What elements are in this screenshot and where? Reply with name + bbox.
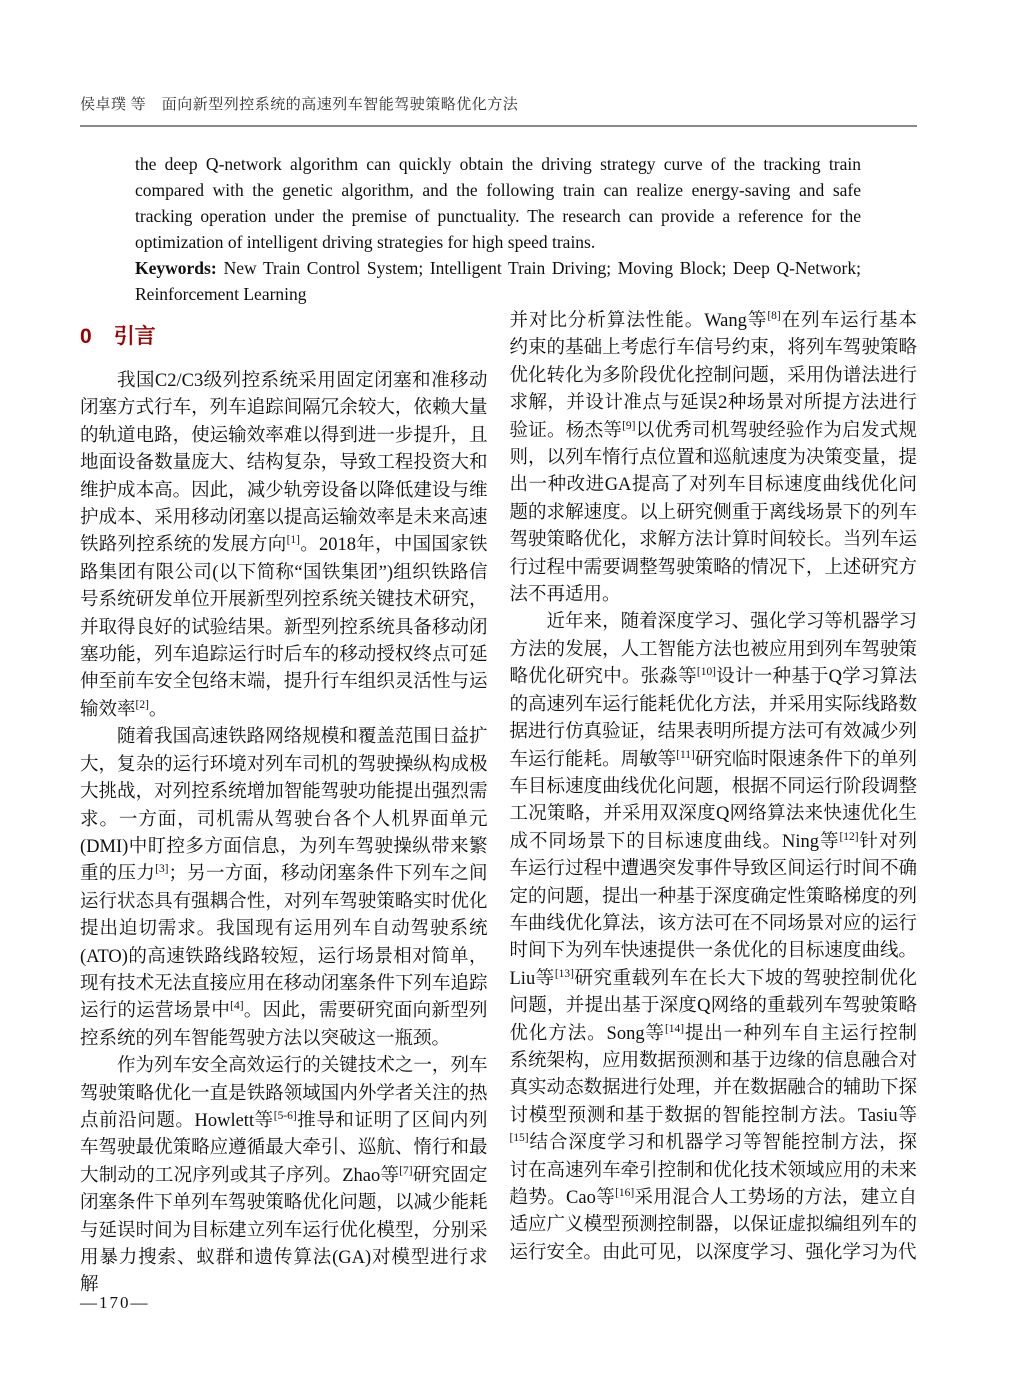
citation-ref: [11]: [676, 748, 695, 761]
citation-ref: [1]: [286, 534, 300, 547]
page-footer: [80, 1293, 150, 1313]
citation-ref: [3]: [155, 863, 169, 876]
paragraph: 随着我国高速铁路网络规模和覆盖范围日益扩大，复杂的运行环境对列车司机的驾驶操纵构成极大挑战，对列控系统增加智能驾驶功能提出强烈需求。一方面，司机需从驾驶台各个人机界面单元(DMI)中盯控多方面信息，为列车驾驶操纵带来繁重的压力[3]；另一方面，移动闭塞条件下列车之间运行状态具有强耦合性，对列车驾驶策略实时优化提出迫切需求。我国现有运用列车自动驾驶系统(ATO)的高速铁路线路较短，运行场景相对简单，现有技术无法直接应用在移动闭塞条件下列车追踪运行的运营场景中[4]。因此，需要研究面向新型列控系统的列车智能驾驶方法以突破这一瓶颈。: [80, 727, 488, 1049]
paragraph: 并对比分析算法性能。Wang等[8]在列车运行基本约束的基础上考虑行车信号约束，将列车驾驶策略优化转化为多阶段优化控制问题，采用伪谱法进行求解，并设计准点与延误2种场景对所提方法进行验证。杨杰等[9]以优秀司机驾驶经验作为启发式规则，以列车惰行点位置和巡航速度为决策变量，提出一种改进GA提高了对列车目标速度曲线优化问题的求解速度。以上研究侧重于离线场景下的列车驾驶策略优化，求解方法计算时间较长。当列车运行过程中需要调整驾驶策略的情况下，上述研究方法不再适用。: [509, 309, 917, 606]
page-number: —170—: [80, 1293, 150, 1312]
section-title: 引言: [113, 325, 156, 348]
citation-ref: [14]: [664, 1022, 685, 1035]
citation-ref: [7]: [399, 1164, 413, 1177]
citation-ref: [2]: [135, 698, 149, 711]
right-column: [510, 308, 918, 1300]
citation-ref: [15]: [509, 1132, 529, 1145]
keywords-label: Keywords:: [135, 258, 217, 278]
citation-ref: [4]: [230, 1000, 244, 1013]
citation-ref: [13]: [554, 967, 574, 980]
left-column: [80, 308, 488, 1300]
citation-ref: [16]: [615, 1186, 635, 1199]
paragraph: 近年来，随着深度学习、强化学习等机器学习方法的发展，人工智能方法也被应用到列车驾驶策略优化研究中。张淼等[10]设计一种基于Q学习算法的高速列车运行能耗优化方法，并采用实际线路数据进行仿真验证，结果表明所提方法可有效减少列车运行能耗。周敏等[11]研究临时限速条件下的单列车目标速度曲线优化问题，根据不同运行阶段调整工况策略，并采用双深度Q网络算法来快速优化生成不同场景下的目标速度曲线。Ning等[12]针对列车运行过程中遭遇突发事件导致区间运行时间不确定的问题，提出一种基于深度确定性策略梯度的列车曲线优化算法，该方法可在不同场景对应的运行时间下为列车快速提供一条优化的目标速度曲线。Liu等[13]研究重载列车在长大下坡的驾驶控制优化问题，并提出基于深度Q网络的重载列车驾驶策略优化方法。Song等[14]提出一种列车自主运行控制系统架构，应用数据预测和基于边缘的信息融合对真实动态数据进行处理，并在数据融合的辅助下探讨模型预测和基于数据的智能控制方法。Tasiu等[15]结合深度学习和机器学习等智能控制方法，探讨在高速列车牵引控制和优化技术领域应用的未来趋势。Cao等[16]采用混合人工势场的方法，建立自适应广义模型预测控制器，以保证虚拟编组列车的运行安全。由此可见，以深度学习、强化学习为代: [509, 612, 917, 1263]
citation-ref: [8]: [767, 309, 781, 322]
citation-ref: [9]: [622, 419, 636, 432]
abstract-text: the deep Q-network algorithm can quickly obtain the driving strategy curve of the tracking train compared with the genetic algorithm, and the following train can realize energy-saving and safe tracking operation under the premise of punctuality. The research can provide a reference for the optimization of intelligent driving strategies for high speed trains.: [135, 154, 861, 252]
abstract-block: [135, 151, 861, 307]
keywords-text: New Train Control System; Intelligent Train Driving; Moving Block; Deep Q-Network; Reinforcement Learning: [135, 258, 861, 304]
header-rule: [80, 125, 917, 127]
two-column-body: [80, 308, 917, 1300]
citation-ref: [12]: [839, 830, 859, 843]
running-header-text: 侯卓璞 等 面向新型列控系统的高速列车智能驾驶策略优化方法: [80, 97, 519, 113]
left-column-paragraphs: [80, 368, 488, 1300]
citation-ref: [5-6]: [273, 1109, 297, 1122]
paragraph: 我国C2/C3级列控系统采用固定闭塞和准移动闭塞方式行车，列车追踪间隔冗余较大，依赖大量的轨道电路，使运输效率难以得到进一步提升，且地面设备数量庞大、结构复杂，导致工程投资大和维护成本高。因此，减少轨旁设备以降低建设与维护成本、采用移动闭塞以提高运输效率是未来高速铁路列控系统的发展方向[1]。2018年，中国国家铁路集团有限公司(以下简称“国铁集团”)组织铁路信号系统研发单位开展新型列控系统关键技术研究，并取得良好的试验结果。新型列控系统具备移动闭塞功能，列车追踪运行时后车的移动授权终点可延伸至前车安全包络末端，提升行车组织灵活性与运输效率[2]。: [80, 371, 488, 720]
section-number: 0: [80, 325, 92, 348]
running-header: [80, 95, 917, 115]
section-heading: [80, 323, 488, 351]
paragraph: 作为列车安全高效运行的关键技术之一，列车驾驶策略优化一直是铁路领域国内外学者关注的热点前沿问题。Howlett等[5-6]推导和证明了区间内列车驾驶最优策略应遵循最大牵引、巡航、惰行和最大制动的工况序列或其子序列。Zhao等[7]研究固定闭塞条件下单列车驾驶策略优化问题，以减少能耗与延误时间为目标建立列车运行优化模型，分别采用暴力搜索、蚁群和遗传算法(GA)对模型进行求解: [80, 1056, 488, 1296]
right-column-paragraphs: [510, 308, 918, 1267]
keywords-line: [135, 255, 861, 307]
citation-ref: [10]: [696, 666, 716, 679]
